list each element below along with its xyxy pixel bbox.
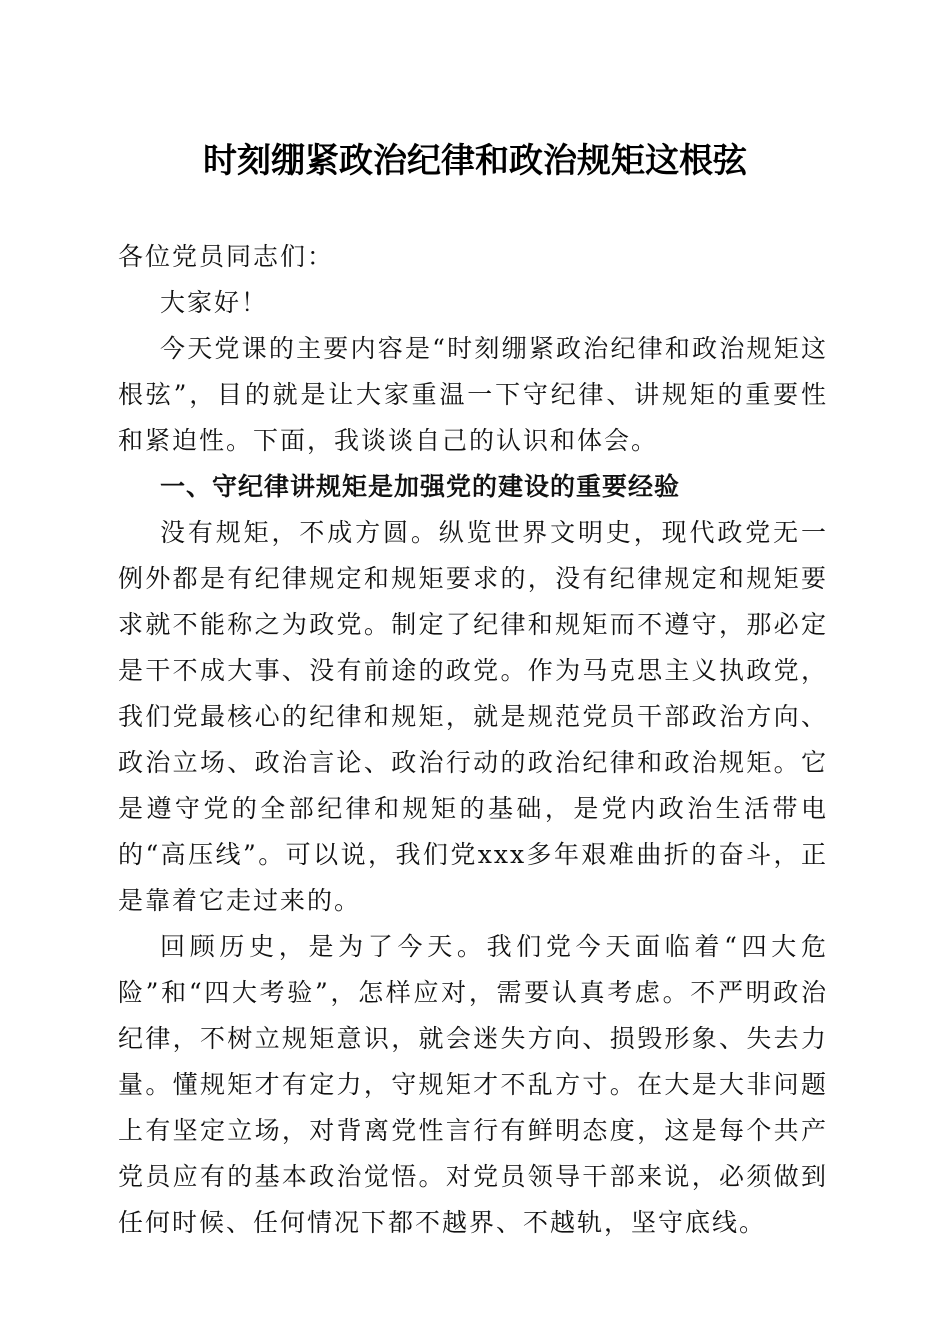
- salutation: 各位党员同志们：: [118, 242, 335, 271]
- section1-paragraph-1: 没有规矩，不成方圆。纵览世界文明史，现代政党无一例外都是有纪律规定和规矩要求的，没有纪律规定和规矩要求就不能称之为政党。制定了纪律和规矩而不遵守，那必定是干不成大事、没有前途的政党。作为马克思主义执政党，我们党最核心的纪律和规矩，就是规范党员干部政治方向、政治立场、政治言论、政治行动的政治纪律和政治规矩。它是遵守党的全部纪律和规矩的基础，是党内政治生活带电的“高压线”。可以说，我们党xxx多年艰难曲折的奋斗，正是靠着它走过来的。: [118, 518, 828, 915]
- section-heading-1: 一、守纪律讲规矩是加强党的建设的重要经验: [160, 472, 681, 501]
- document-title: 时刻绷紧政治纪律和政治规矩这根弦: [203, 141, 747, 181]
- section1-paragraph-2: 回顾历史，是为了今天。我们党今天面临着“四大危险”和“四大考验”，怎样应对，需要认真考虑。不严明政治纪律，不树立规矩意识，就会迷失方向、损毁形象、失去力量。懂规矩才有定力，守规矩才不乱方寸。在大是大非问题上有坚定立场，对背离党性言行有鲜明态度，这是每个共产党员应有的基本政治觉悟。对党员领导干部来说，必须做到任何时候、任何情况下都不越界、不越轨，坚守底线。: [118, 932, 828, 1237]
- document-body: [118, 234, 828, 1246]
- greeting: 大家好！: [160, 288, 269, 317]
- intro-paragraph: 今天党课的主要内容是“时刻绷紧政治纪律和政治规矩这根弦”，目的就是让大家重温一下守纪律、讲规矩的重要性和紧迫性。下面，我谈谈自己的认识和体会。: [118, 334, 828, 455]
